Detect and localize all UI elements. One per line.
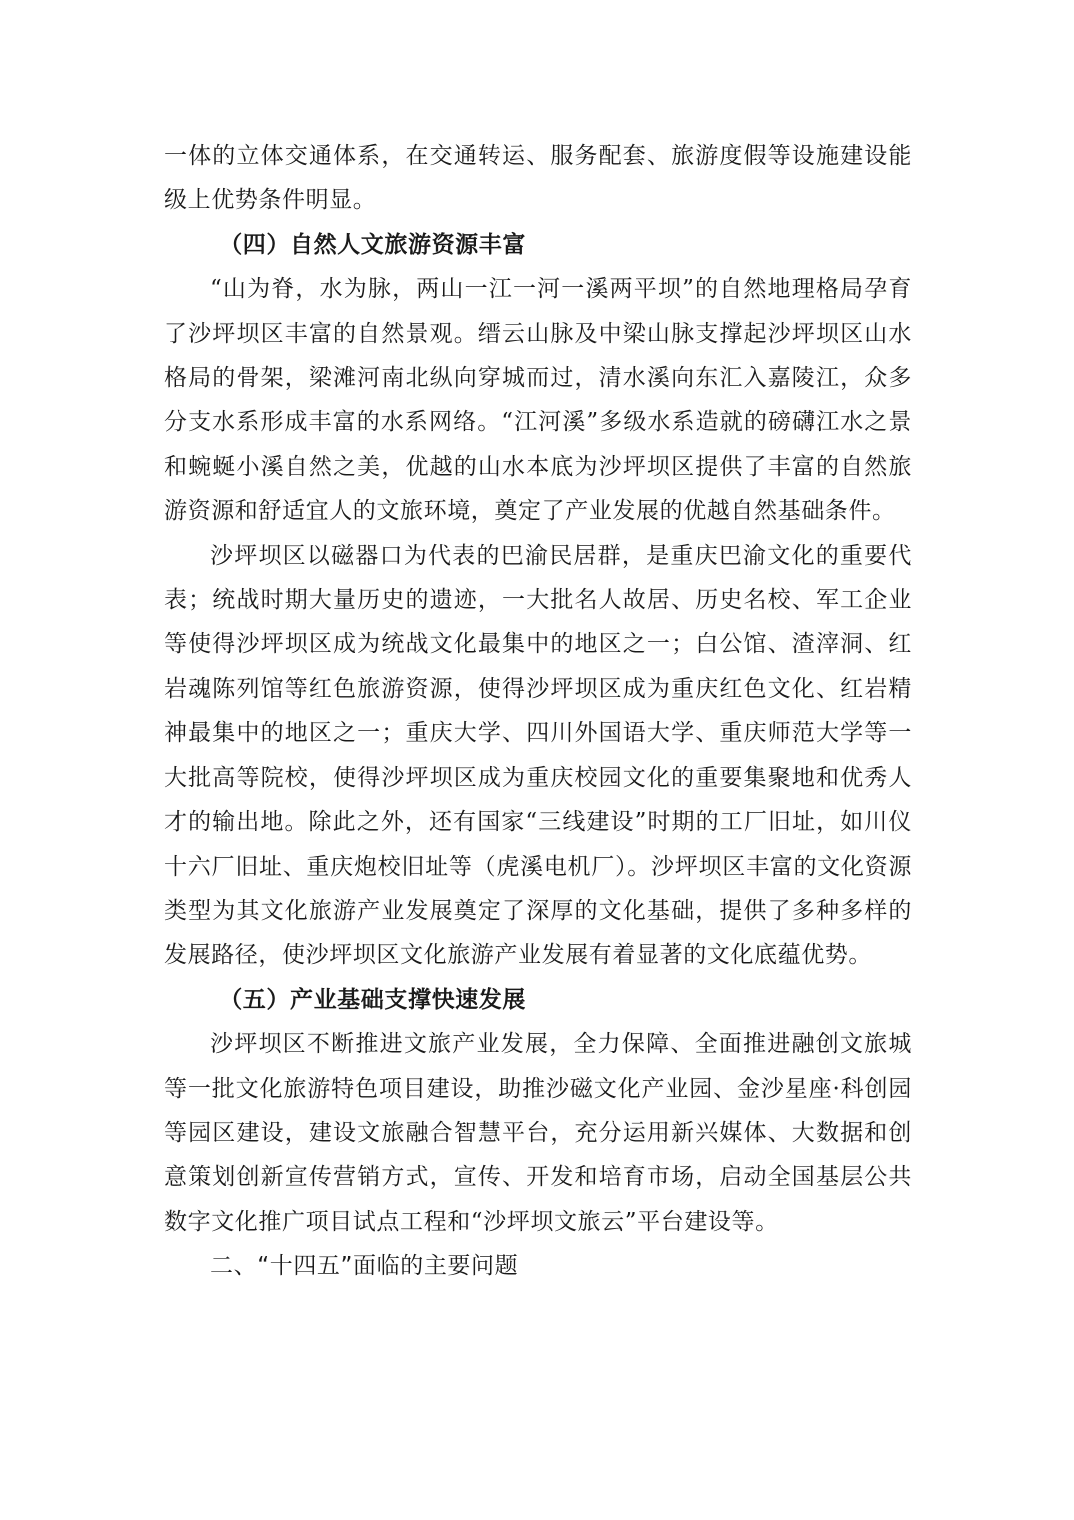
paragraph-industry-development: 沙坪坝区不断推进文旅产业发展，全力保障、全面推进融创文旅城等一批文化旅游特色项目建设，助推沙磁文化产业园、金沙星座·科创园等园区建设，建设文旅融合智慧平台，充分运用新兴媒体、大数据和创意策划创新宣传营销方式，宣传、开发和培育市场，启动全国基层公共数字文化推广项目试点工程和“沙坪坝文旅云”平台建设等。	[164, 1031, 912, 1235]
section-heading-main-problems: 二、“十四五”面临的主要问题	[210, 1253, 519, 1280]
paragraph-transport: 一体的立体交通体系，在交通转运、服务配套、旅游度假等设施建设能级上优势条件明显。	[164, 143, 912, 214]
heading-natural-cultural-resources: （四）自然人文旅游资源丰富	[219, 231, 526, 258]
paragraph-natural-landscape: “山为脊，水为脉，两山一江一河一溪两平坝”的自然地理格局孕育了沙坪坝区丰富的自然景观。缙云山脉及中梁山脉支撑起沙坪坝区山水格局的骨架，梁滩河南北纵向穿城而过，清水溪向东汇入嘉陵江，众多分支水系形成丰富的水系网络。“江河溪”多级水系造就的磅礴江水之景和蜿蜒小溪自然之美，优越的山水本底为沙坪坝区提供了丰富的自然旅游资源和舒适宜人的文旅环境，奠定了产业发展的优越自然基础条件。	[164, 276, 912, 525]
heading-industry-foundation: （五）产业基础支撑快速发展	[219, 986, 526, 1013]
document-body	[164, 134, 912, 1289]
paragraph-cultural-resources: 沙坪坝区以磁器口为代表的巴渝民居群，是重庆巴渝文化的重要代表；统战时期大量历史的遗迹，一大批名人故居、历史名校、军工企业等使得沙坪坝区成为统战文化最集中的地区之一；白公馆、渣滓洞、红岩魂陈列馆等红色旅游资源，使得沙坪坝区成为重庆红色文化、红岩精神最集中的地区之一；重庆大学、四川外国语大学、重庆师范大学等一大批高等院校，使得沙坪坝区成为重庆校园文化的重要集聚地和优秀人才的输出地。除此之外，还有国家“三线建设”时期的工厂旧址，如川仪十六厂旧址、重庆炮校旧址等（虎溪电机厂）。沙坪坝区丰富的文化资源类型为其文化旅游产业发展奠定了深厚的文化基础，提供了多种多样的发展路径，使沙坪坝区文化旅游产业发展有着显著的文化底蕴优势。	[164, 542, 912, 969]
